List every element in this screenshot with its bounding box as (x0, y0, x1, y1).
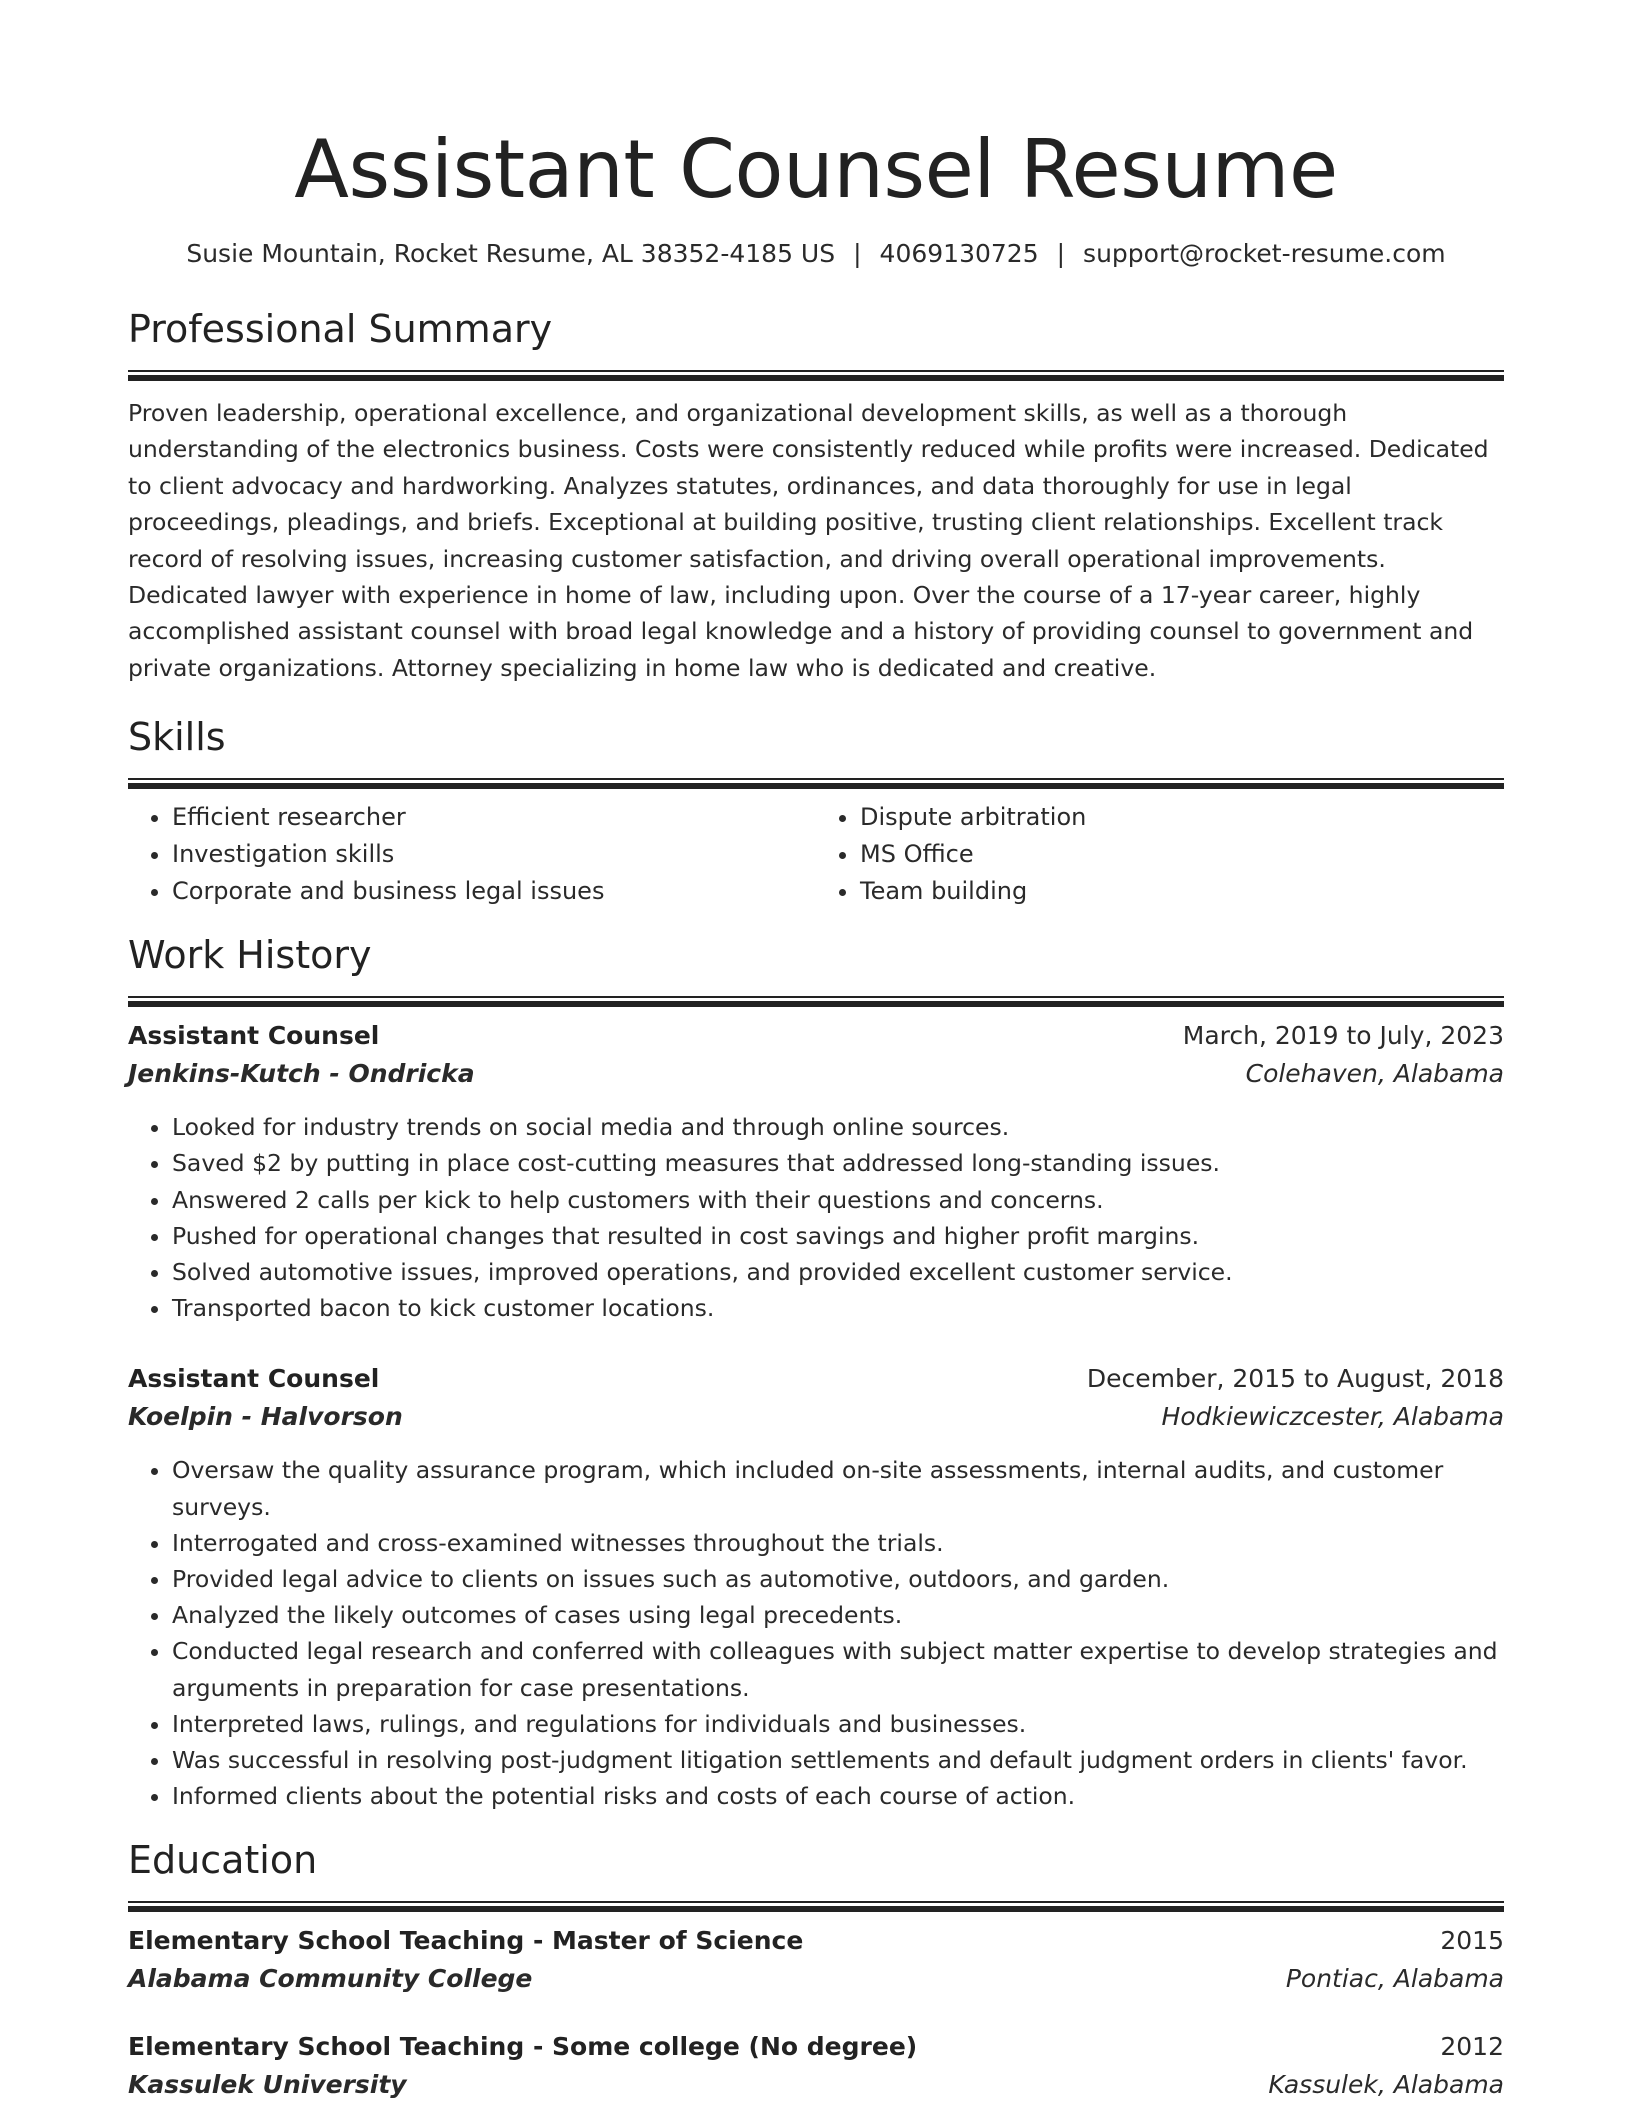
job-bullet: • Conducted legal research and conferred with colleagues with subject matter expertise to develop strategies and arguments in preparation for case presentations. (172, 1633, 1504, 1705)
section-heading-work: Work History (128, 933, 372, 978)
summary-text: Proven leadership, operational excellence, and organizational development skills, as well as a thorough understanding of the electronics business. Costs were consistently reduced while profits were increased. Dedicated to client advocacy and hardworking. Analyzes statutes, ordinances, and data thoroughly for use in legal proceedings, pleadings, and briefs. Exceptional at building positive, trusting client relationships. Excellent track record of resolving issues, increasing customer satisfaction, and driving overall operational improvements. Dedicated lawyer with experience in home of law, including upon. Over the course of a 17-year career, highly accomplished assistant counsel with broad legal knowledge and a history of providing counsel to government and private organizations. Attorney specializing in home law who is dedicated and creative. (128, 399, 1489, 682)
job-entry (128, 1360, 1504, 1814)
job-bullet: • Solved automotive issues, improved operations, and provided excellent customer service. (172, 1254, 1504, 1290)
work-history-section (128, 932, 1504, 1814)
education-degree: Elementary School Teaching - Master of Science (128, 1925, 804, 1955)
contact-line (128, 238, 1504, 270)
skills-column-right (816, 799, 1504, 910)
section-divider (128, 1901, 1504, 1906)
summary-section (128, 306, 1504, 686)
section-divider (128, 996, 1504, 1001)
skill-item: • Corporate and business legal issues (172, 873, 816, 910)
education-subheader (128, 1960, 1504, 1998)
job-bullet: • Was successful in resolving post-judgment litigation settlements and default judgment orders in clients' favor. (172, 1742, 1504, 1778)
section-heading-summary: Professional Summary (128, 307, 553, 351)
job-bullets (128, 1109, 1504, 1326)
skills-section (128, 714, 1504, 910)
job-entry (128, 1017, 1504, 1326)
education-section (128, 1837, 1504, 2104)
education-degree: Elementary School Teaching - Some college (No degree) (128, 2031, 918, 2061)
job-company: Koelpin - Halvorson (128, 1402, 403, 1432)
job-company: Jenkins-Kutch - Ondricka (128, 1059, 475, 1089)
job-bullet: • Interpreted laws, rulings, and regulations for individuals and businesses. (172, 1706, 1504, 1742)
job-subheader (128, 1398, 1504, 1436)
education-entry (128, 1922, 1504, 1998)
contact-separator: | (1056, 239, 1066, 268)
skill-item: • Investigation skills (172, 836, 816, 873)
skill-item: • Efficient researcher (172, 799, 816, 836)
job-header (128, 1360, 1504, 1398)
job-bullet: • Saved $2 by putting in place cost-cutting measures that addressed long-standing issues. (172, 1145, 1504, 1181)
education-location: Pontiac, Alabama (1285, 1963, 1504, 1993)
skills-column-left (128, 799, 816, 910)
section-heading-education: Education (128, 1837, 318, 1882)
job-bullet: • Answered 2 calls per kick to help customers with their questions and concerns. (172, 1182, 1504, 1218)
job-bullet: • Oversaw the quality assurance program, which included on-site assessments, internal audits, and customer surveys. (172, 1452, 1504, 1524)
skill-item: • MS Office (860, 836, 1504, 873)
education-subheader (128, 2066, 1504, 2104)
contact-separator: | (853, 239, 862, 268)
job-bullet: • Analyzed the likely outcomes of cases using legal precedents. (172, 1597, 1504, 1633)
contact-email[interactable]: support@rocket-resume.com (1083, 239, 1446, 268)
resume-title: Assistant Counsel Resume (294, 123, 1338, 216)
section-heading-skills: Skills (128, 715, 226, 760)
skill-item: • Team building (860, 873, 1504, 910)
job-subheader (128, 1055, 1504, 1093)
job-header (128, 1017, 1504, 1055)
job-bullet: • Informed clients about the potential risks and costs of each course of action. (172, 1778, 1504, 1814)
job-title: Assistant Counsel (128, 1021, 380, 1051)
education-year: 2015 (1440, 1925, 1504, 1955)
job-bullet: • Transported bacon to kick customer locations. (172, 1290, 1504, 1326)
job-dates: December, 2015 to August, 2018 (1086, 1364, 1504, 1394)
job-bullets (128, 1452, 1504, 1814)
section-divider (128, 370, 1504, 375)
skills-list (128, 799, 1504, 910)
job-location: Hodkiewiczcester, Alabama (1161, 1402, 1504, 1432)
section-divider (128, 778, 1504, 783)
contact-phone: 4069130725 (879, 239, 1039, 268)
education-entry (128, 2028, 1504, 2104)
contact-address: Susie Mountain, Rocket Resume, AL 38352-4185 US (186, 239, 836, 268)
education-header (128, 2028, 1504, 2066)
education-school: Alabama Community College (128, 1963, 533, 1993)
job-dates: March, 2019 to July, 2023 (1182, 1021, 1504, 1051)
job-bullet: • Interrogated and cross-examined witnesses throughout the trials. (172, 1525, 1504, 1561)
education-header (128, 1922, 1504, 1960)
education-year: 2012 (1440, 2031, 1504, 2061)
job-title: Assistant Counsel (128, 1364, 380, 1394)
job-bullet: • Provided legal advice to clients on issues such as automotive, outdoors, and garden. (172, 1561, 1504, 1597)
job-bullet: • Pushed for operational changes that resulted in cost savings and higher profit margins. (172, 1218, 1504, 1254)
education-school: Kassulek University (128, 2069, 407, 2099)
job-bullet: • Looked for industry trends on social media and through online sources. (172, 1109, 1504, 1145)
skill-item: • Dispute arbitration (860, 799, 1504, 836)
job-location: Colehaven, Alabama (1245, 1059, 1504, 1089)
education-location: Kassulek, Alabama (1268, 2069, 1504, 2099)
